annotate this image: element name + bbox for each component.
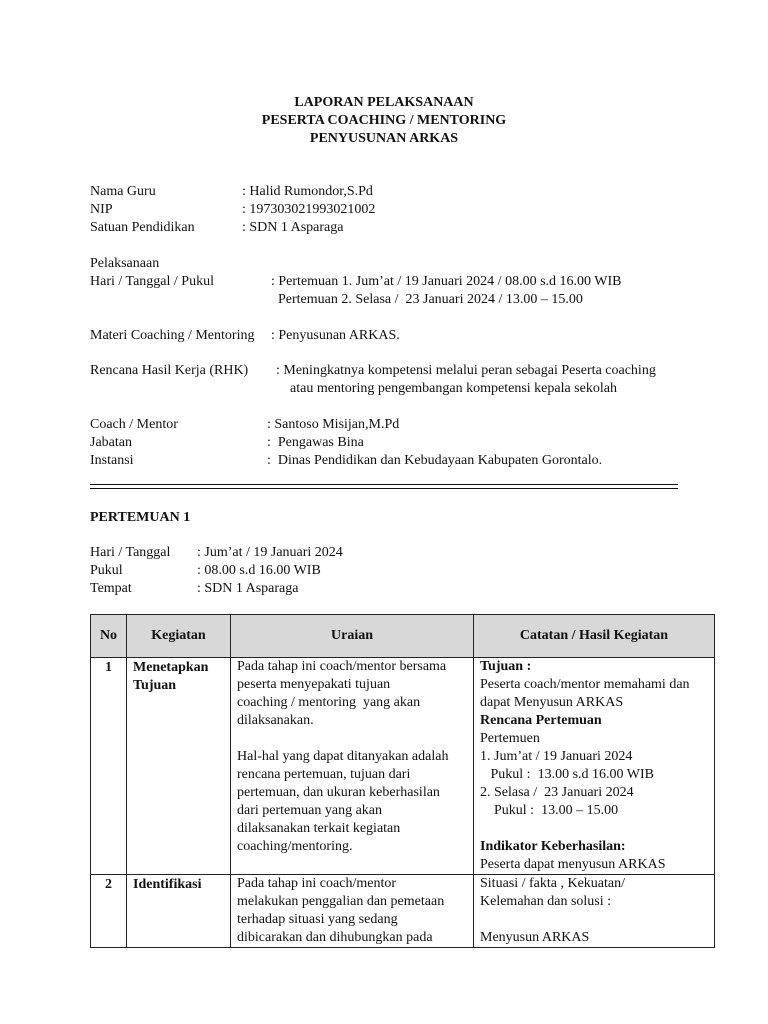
cell-line: Rencana Pertemuan xyxy=(480,713,602,728)
cell-line: Pukul : 13.00 – 15.00 xyxy=(480,803,619,818)
hari-tanggal-pukul-label: Hari / Tanggal / Pukul xyxy=(90,274,214,289)
cell-line: dari pertemuan yang akan xyxy=(237,803,382,818)
cell-line: Peserta dapat menyusun ARKAS xyxy=(480,857,666,872)
table-header-row xyxy=(91,615,715,658)
nama-guru-value: : Halid Rumondor,S.Pd xyxy=(242,184,373,199)
cell-line: pertemuan, dan ukuran keberhasilan xyxy=(237,785,440,800)
report-title-line2: PESERTA COACHING / MENTORING xyxy=(261,113,507,128)
cell-line: dapat Menyusun ARKAS xyxy=(480,695,624,710)
cell-line: Tujuan : xyxy=(480,659,532,674)
cell-line: melakukan penggalian dan pemetaan xyxy=(237,894,445,909)
cell-line: Pada tahap ini coach/mentor bersama xyxy=(237,659,447,674)
satuan-pendidikan-label: Satuan Pendidikan xyxy=(90,220,195,235)
row-number: 1 xyxy=(91,658,127,875)
catatan-cell xyxy=(474,658,715,875)
cell-line: 1. Jum’at / 19 Januari 2024 xyxy=(480,749,633,764)
p1-pukul-value: : 08.00 s.d 16.00 WIB xyxy=(197,563,321,578)
divider-line-top xyxy=(90,484,678,485)
cell-line: Hal-hal yang dapat ditanyakan adalah xyxy=(237,749,449,764)
materi-value: : Penyusunan ARKAS. xyxy=(271,328,400,343)
cell-line: peserta menyepakati tujuan xyxy=(237,677,391,692)
cell-line: Kelemahan dan solusi : xyxy=(480,894,612,909)
report-title-line1: LAPORAN PELAKSANAAN xyxy=(294,95,474,110)
jabatan-value: : Pengawas Bina xyxy=(267,435,364,450)
cell-line xyxy=(480,820,708,838)
cell-line: rencana pertemuan, tujuan dari xyxy=(237,767,411,782)
kegiatan-cell xyxy=(127,875,231,948)
p1-hari-label: Hari / Tanggal xyxy=(90,545,171,560)
cell-line: dilaksanakan terkait kegiatan xyxy=(237,821,401,836)
instansi-label: Instansi xyxy=(90,453,134,468)
instansi-value: : Dinas Pendidikan dan Kebudayaan Kabupaten Gorontalo. xyxy=(267,453,603,468)
uraian-cell xyxy=(231,658,474,875)
col-header-kegiatan: Kegiatan xyxy=(127,615,231,658)
materi-label: Materi Coaching / Mentoring xyxy=(90,328,255,343)
cell-line: Identifikasi xyxy=(133,877,202,892)
cell-line: terhadap situasi yang sedang xyxy=(237,912,398,927)
cell-line: coaching/mentoring. xyxy=(237,839,353,854)
cell-line: dibicarakan dan dihubungkan pada xyxy=(237,930,433,945)
rhk-line2: atau mentoring pengembangan kompetensi kepala sekolah xyxy=(290,381,617,396)
report-title-line3: PENYUSUNAN ARKAS xyxy=(309,131,459,146)
satuan-pendidikan-value: : SDN 1 Asparaga xyxy=(242,220,344,235)
cell-line: dilaksanakan. xyxy=(237,713,314,728)
nip-label: NIP xyxy=(90,202,113,217)
pelaksanaan-line2: Pertemuan 2. Selasa / 23 Januari 2024 / 13.00 – 15.00 xyxy=(278,292,583,307)
coach-value: : Santoso Misijan,M.Pd xyxy=(267,417,400,432)
catatan-cell xyxy=(474,875,715,948)
table-row xyxy=(91,875,715,948)
row-number: 2 xyxy=(91,875,127,948)
cell-line: Menetapkan xyxy=(133,660,209,675)
cell-line: Tujuan xyxy=(133,678,177,693)
jabatan-label: Jabatan xyxy=(90,435,132,450)
cell-line: Situasi / fakta , Kekuatan/ xyxy=(480,876,626,891)
kegiatan-cell xyxy=(127,658,231,875)
cell-line: Peserta coach/mentor memahami dan xyxy=(480,677,690,692)
pelaksanaan-heading: Pelaksanaan xyxy=(90,256,160,271)
cell-line: 2. Selasa / 23 Januari 2024 xyxy=(480,785,634,800)
cell-line: Menyusun ARKAS xyxy=(480,930,590,945)
p1-tempat-value: : SDN 1 Asparaga xyxy=(197,581,299,596)
table-row xyxy=(91,658,715,875)
cell-line: Indikator Keberhasilan: xyxy=(480,839,626,854)
p1-pukul-label: Pukul xyxy=(90,563,123,578)
divider-line-bottom xyxy=(90,488,678,489)
rhk-line1: : Meningkatnya kompetensi melalui peran sebagai Peserta coaching xyxy=(276,363,656,378)
nama-guru-label: Nama Guru xyxy=(90,184,156,199)
cell-line: coaching / mentoring yang akan xyxy=(237,695,421,710)
pertemuan1-heading: PERTEMUAN 1 xyxy=(90,510,191,525)
kegiatan-table xyxy=(90,614,715,948)
p1-tempat-label: Tempat xyxy=(90,581,132,596)
cell-line: Pukul : 13.00 s.d 16.00 WIB xyxy=(480,767,654,782)
col-header-uraian: Uraian xyxy=(231,615,474,658)
p1-hari-value: : Jum’at / 19 Januari 2024 xyxy=(197,545,343,560)
rhk-label: Rencana Hasil Kerja (RHK) xyxy=(90,363,249,378)
uraian-cell xyxy=(231,875,474,948)
cell-line xyxy=(237,730,467,748)
cell-line: Pada tahap ini coach/mentor xyxy=(237,876,396,891)
cell-line: Pertemuen xyxy=(480,731,540,746)
cell-line xyxy=(480,911,708,929)
col-header-no: No xyxy=(91,615,127,658)
coach-label: Coach / Mentor xyxy=(90,417,178,432)
nip-value: : 197303021993021002 xyxy=(242,202,376,217)
pelaksanaan-line1: : Pertemuan 1. Jum’at / 19 Januari 2024 / 08.00 s.d 16.00 WIB xyxy=(271,274,622,289)
col-header-catatan: Catatan / Hasil Kegiatan xyxy=(474,615,715,658)
